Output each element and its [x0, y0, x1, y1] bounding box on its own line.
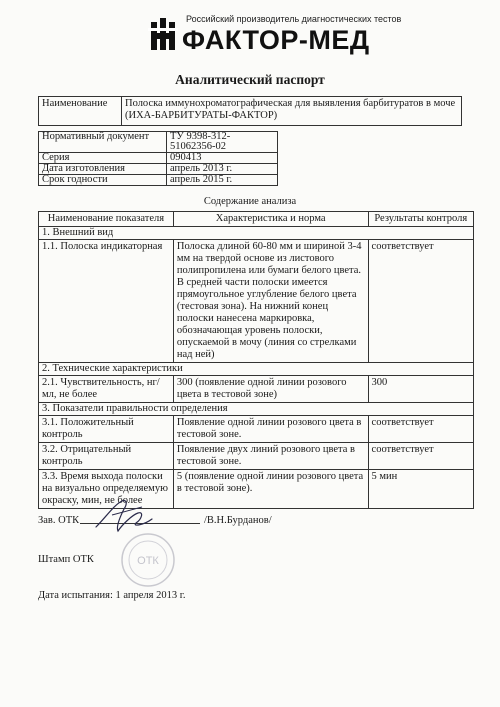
info-value: ТУ 9398-312-51062356-02 [167, 132, 278, 153]
table-row [39, 240, 474, 363]
section-row [39, 363, 474, 376]
handwritten-signature [92, 497, 162, 535]
section-accuracy: 3. Показатели правильности определения [39, 403, 474, 416]
indicator-name: 2.1. Чувствительность, нг/мл, не более [39, 376, 174, 403]
test-date: Дата испытания: 1 апреля 2013 г. [38, 590, 186, 601]
info-label: Срок годности [39, 175, 167, 186]
table-row [39, 376, 474, 403]
info-table [38, 131, 278, 186]
indicator-norm: Полоска длиной 60-80 мм и шириной 3-4 мм на твердой основе из листового полипропилена или бумаги белого цвета. В средней части полоски имеется прямоугольное углубление белого цвета (тестовая зона). На нижний конец полоски нанесена маркировка, обозначающая уровень полоски, опускаемой в мочу (линия со стрелками над ней) [173, 240, 368, 363]
section-technical: 2. Технические характеристики [39, 363, 474, 376]
product-table [38, 96, 462, 126]
analysis-header-row [39, 212, 474, 227]
info-row [39, 164, 278, 175]
section-appearance: 1. Внешний вид [39, 227, 474, 240]
info-row [39, 132, 278, 153]
info-value: апрель 2013 г. [167, 164, 278, 175]
product-row [39, 97, 462, 126]
indicator-norm: Появление одной линии розового цвета в тестовой зоне. [173, 416, 368, 443]
company-logo-icon [148, 16, 178, 52]
indicator-result: 300 [368, 376, 473, 403]
indicator-name: 3.2. Отрицательный контроль [39, 443, 174, 470]
indicator-result: соответствует [368, 240, 473, 363]
indicator-norm: 300 (появление одной линии розового цвета в тестовой зоне) [173, 376, 368, 403]
indicator-name: 1.1. Полоска индикаторная [39, 240, 174, 363]
indicator-name: 3.1. Положительный контроль [39, 416, 174, 443]
product-value: Полоска иммунохроматографическая для выявления барбитуратов в моче (ИХА-БАРБИТУРАТЫ-ФАКТОР) [122, 97, 462, 126]
section-row [39, 403, 474, 416]
header-indicator: Наименование показателя [39, 212, 174, 227]
header-result: Результаты контроля [368, 212, 473, 227]
info-label: Нормативный документ [39, 132, 167, 153]
indicator-result: 5 мин [368, 470, 473, 509]
table-row [39, 443, 474, 470]
indicator-norm: Появление двух линий розового цвета в тестовой зоне. [173, 443, 368, 470]
analysis-subtitle: Содержание анализа [203, 196, 297, 207]
info-value: апрель 2015 г. [167, 175, 278, 186]
indicator-result: соответствует [368, 416, 473, 443]
table-row [39, 416, 474, 443]
header-norm: Характеристика и норма [173, 212, 368, 227]
info-row [39, 153, 278, 164]
head-name: /В.Н.Бурданов/ [204, 515, 272, 526]
info-row [39, 175, 278, 186]
document-title: Аналитический паспорт [175, 72, 325, 87]
info-value: 090413 [167, 153, 278, 164]
indicator-result: соответствует [368, 443, 473, 470]
stamp-text: ОТК [137, 555, 159, 567]
analysis-table [38, 211, 474, 509]
brand-name: ФАКТОР-МЕД [182, 25, 370, 55]
brand-tagline: Российский производитель диагностических тестов [186, 14, 402, 24]
otk-stamp [120, 532, 176, 588]
info-label: Серия [39, 153, 167, 164]
stamp-label: Штамп ОТК [38, 554, 94, 565]
head-label: Зав. ОТК [38, 515, 80, 526]
brand-header [148, 14, 428, 62]
product-label: Наименование [39, 97, 122, 126]
info-label: Дата изготовления [39, 164, 167, 175]
indicator-norm: 5 (появление одной линии розового цвета в тестовой зоне). [173, 470, 368, 509]
section-row [39, 227, 474, 240]
indicator-name: 3.3. Время выхода полоски на визуально определяемую окраску, мин, не более [39, 470, 174, 509]
